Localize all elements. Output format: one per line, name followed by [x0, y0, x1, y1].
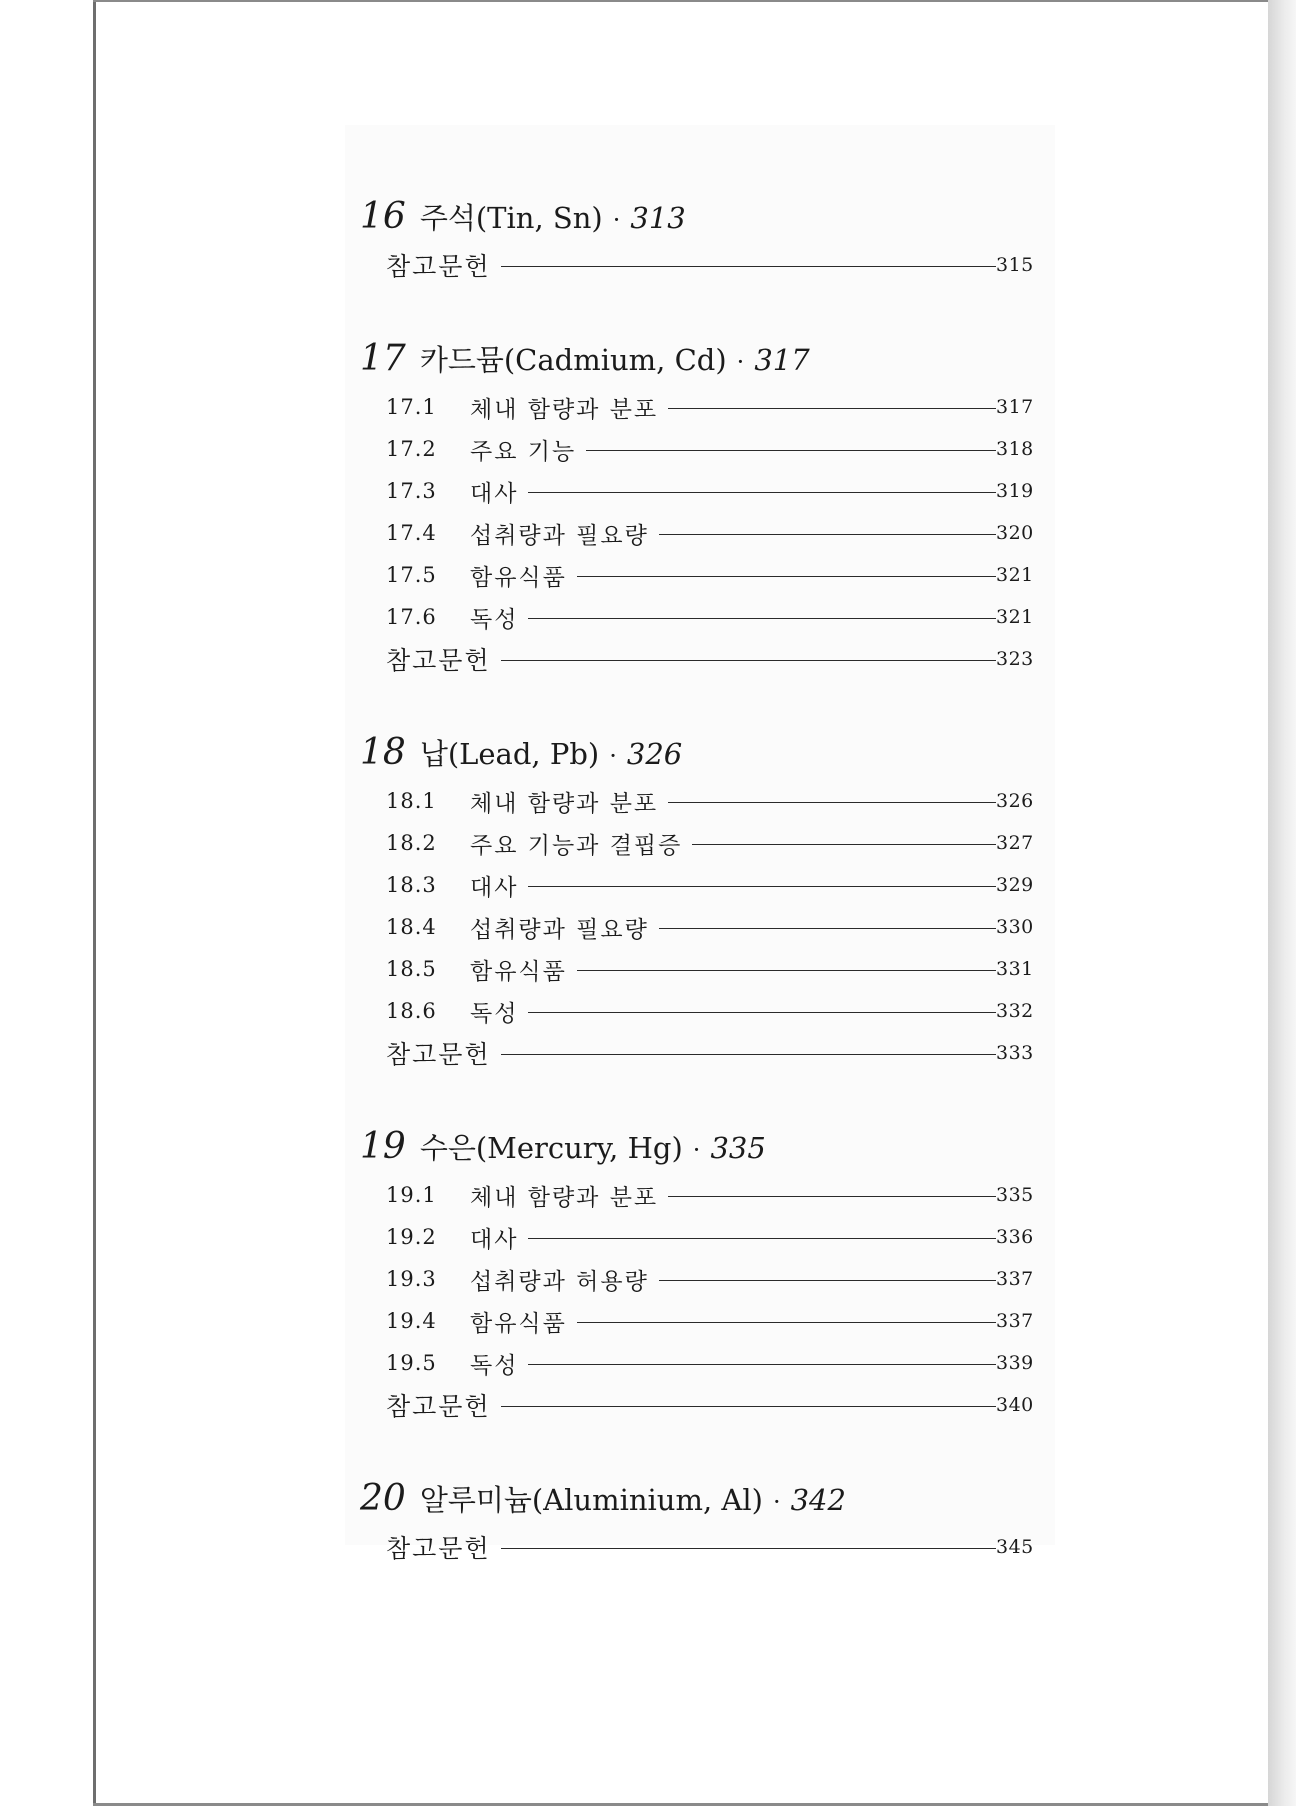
section-page-number: 331	[996, 958, 1034, 980]
section-number: 19.5	[386, 1351, 437, 1375]
viewer-margin	[0, 0, 95, 1806]
section-number: 17.3	[386, 479, 437, 503]
toc-entry[interactable]	[360, 386, 1040, 428]
toc-entry[interactable]	[360, 512, 1040, 554]
section-title: 함유식품	[470, 958, 567, 985]
leader-line	[577, 1322, 996, 1323]
chapter-separator: ·	[772, 1488, 781, 1516]
section-title: 참고문헌	[386, 1040, 491, 1069]
section-page-number: 326	[996, 790, 1034, 812]
leader-line	[501, 1406, 996, 1407]
table-of-contents	[360, 190, 1040, 1614]
section-title: 주요 기능과 결핍증	[470, 832, 683, 859]
chapter-heading[interactable]	[360, 1472, 1040, 1526]
section-title: 체내 함량과 분포	[470, 790, 659, 817]
section-page-number: 317	[996, 396, 1034, 418]
toc-entry[interactable]	[360, 1300, 1040, 1342]
section-title: 독성	[470, 1000, 519, 1027]
toc-entry[interactable]	[360, 1216, 1040, 1258]
section-number: 17.4	[386, 521, 437, 545]
section-number: 18.1	[386, 789, 437, 813]
section-page-number: 337	[996, 1268, 1034, 1290]
toc-entry-references[interactable]	[360, 1526, 1040, 1568]
section-title: 함유식품	[470, 564, 567, 591]
toc-entry-references[interactable]	[360, 1032, 1040, 1074]
section-number: 17.6	[386, 605, 437, 629]
chapter-title: 카드뮴(Cadmium, Cd)	[419, 343, 727, 377]
chapter-section	[360, 1120, 1040, 1426]
leader-line	[577, 576, 996, 577]
section-title: 섭취량과 필요량	[470, 916, 649, 943]
toc-entry[interactable]	[360, 780, 1040, 822]
section-page-number: 323	[996, 648, 1034, 670]
chapter-number: 17	[360, 338, 406, 379]
section-title: 독성	[470, 606, 519, 633]
toc-entry[interactable]	[360, 864, 1040, 906]
section-number: 18.4	[386, 915, 437, 939]
section-page-number: 336	[996, 1226, 1034, 1248]
leader-line	[528, 1364, 996, 1365]
section-title: 독성	[470, 1352, 519, 1379]
chapter-page-number: 317	[754, 343, 810, 377]
chapter-page-number: 335	[710, 1131, 766, 1165]
section-page-number: 320	[996, 522, 1034, 544]
section-title: 대사	[470, 480, 519, 507]
chapter-section	[360, 726, 1040, 1074]
section-title: 참고문헌	[386, 1392, 491, 1421]
leader-line	[692, 844, 996, 845]
section-page-number: 333	[996, 1042, 1034, 1064]
chapter-number: 19	[360, 1126, 406, 1167]
section-page-number: 315	[996, 254, 1034, 276]
toc-entry[interactable]	[360, 1174, 1040, 1216]
toc-entry[interactable]	[360, 906, 1040, 948]
section-title: 대사	[470, 1226, 519, 1253]
chapter-section	[360, 332, 1040, 680]
section-number: 17.5	[386, 563, 437, 587]
page-border-left	[93, 0, 96, 1806]
leader-line	[668, 1196, 996, 1197]
section-number: 18.2	[386, 831, 437, 855]
toc-entry-references[interactable]	[360, 638, 1040, 680]
section-title: 주요 기능	[470, 438, 577, 465]
leader-line	[659, 534, 996, 535]
section-number: 17.1	[386, 395, 437, 419]
toc-entry[interactable]	[360, 1342, 1040, 1384]
section-title: 참고문헌	[386, 646, 491, 675]
section-page-number: 321	[996, 564, 1034, 586]
leader-line	[528, 1012, 996, 1013]
toc-entry[interactable]	[360, 470, 1040, 512]
section-page-number: 337	[996, 1310, 1034, 1332]
section-title: 섭취량과 필요량	[470, 522, 649, 549]
section-page-number: 321	[996, 606, 1034, 628]
section-page-number: 319	[996, 480, 1034, 502]
leader-line	[659, 928, 996, 929]
section-page-number: 330	[996, 916, 1034, 938]
chapter-title: 수은(Mercury, Hg)	[419, 1131, 683, 1165]
section-number: 19.1	[386, 1183, 437, 1207]
section-page-number: 339	[996, 1352, 1034, 1374]
chapter-heading[interactable]	[360, 332, 1040, 386]
leader-line	[528, 618, 996, 619]
chapter-title: 주석(Tin, Sn)	[419, 201, 603, 235]
section-title: 섭취량과 허용량	[470, 1268, 649, 1295]
section-title: 체내 함량과 분포	[470, 1184, 659, 1211]
section-number: 17.2	[386, 437, 437, 461]
leader-line	[528, 492, 996, 493]
toc-entry[interactable]	[360, 596, 1040, 638]
chapter-title: 납(Lead, Pb)	[419, 737, 600, 771]
toc-entry[interactable]	[360, 1258, 1040, 1300]
chapter-title: 알루미늄(Aluminium, Al)	[419, 1483, 763, 1517]
section-number: 18.6	[386, 999, 437, 1023]
toc-entry-references[interactable]	[360, 1384, 1040, 1426]
leader-line	[668, 802, 996, 803]
leader-line	[501, 266, 996, 267]
section-number: 18.5	[386, 957, 437, 981]
toc-entry[interactable]	[360, 554, 1040, 596]
chapter-separator: ·	[692, 1136, 701, 1164]
leader-line	[668, 408, 996, 409]
leader-line	[528, 1238, 996, 1239]
leader-line	[659, 1280, 996, 1281]
section-page-number: 335	[996, 1184, 1034, 1206]
section-title: 참고문헌	[386, 252, 491, 281]
section-number: 19.2	[386, 1225, 437, 1249]
page-border-top	[93, 0, 1273, 2]
toc-entry-references[interactable]	[360, 244, 1040, 286]
leader-line	[501, 1548, 996, 1549]
chapter-separator: ·	[612, 206, 621, 234]
section-number: 18.3	[386, 873, 437, 897]
section-page-number: 340	[996, 1394, 1034, 1416]
chapter-number: 18	[360, 732, 406, 773]
leader-line	[501, 1054, 996, 1055]
chapter-heading[interactable]	[360, 190, 1040, 244]
page-shadow	[1268, 0, 1296, 1806]
section-title: 참고문헌	[386, 1534, 491, 1563]
chapter-section	[360, 1472, 1040, 1568]
chapter-number: 20	[360, 1478, 406, 1519]
leader-line	[501, 660, 996, 661]
leader-line	[586, 450, 996, 451]
section-title: 체내 함량과 분포	[470, 396, 659, 423]
chapter-page-number: 342	[790, 1483, 846, 1517]
chapter-separator: ·	[609, 742, 617, 770]
leader-line	[577, 970, 996, 971]
section-page-number: 329	[996, 874, 1034, 896]
chapter-number: 16	[360, 196, 406, 237]
chapter-section	[360, 190, 1040, 286]
section-title: 함유식품	[470, 1310, 567, 1337]
chapter-heading[interactable]	[360, 726, 1040, 780]
leader-line	[528, 886, 996, 887]
section-number: 19.4	[386, 1309, 437, 1333]
chapter-separator: ·	[736, 348, 745, 376]
section-title: 대사	[470, 874, 519, 901]
toc-entry[interactable]	[360, 948, 1040, 990]
toc-entry[interactable]	[360, 822, 1040, 864]
section-page-number: 327	[996, 832, 1034, 854]
toc-entry[interactable]	[360, 990, 1040, 1032]
chapter-heading[interactable]	[360, 1120, 1040, 1174]
section-page-number: 318	[996, 438, 1034, 460]
section-number: 19.3	[386, 1267, 437, 1291]
chapter-page-number: 313	[630, 201, 686, 235]
chapter-page-number: 326	[626, 737, 683, 771]
section-page-number: 332	[996, 1000, 1034, 1022]
section-page-number: 345	[996, 1536, 1034, 1558]
toc-entry[interactable]	[360, 428, 1040, 470]
